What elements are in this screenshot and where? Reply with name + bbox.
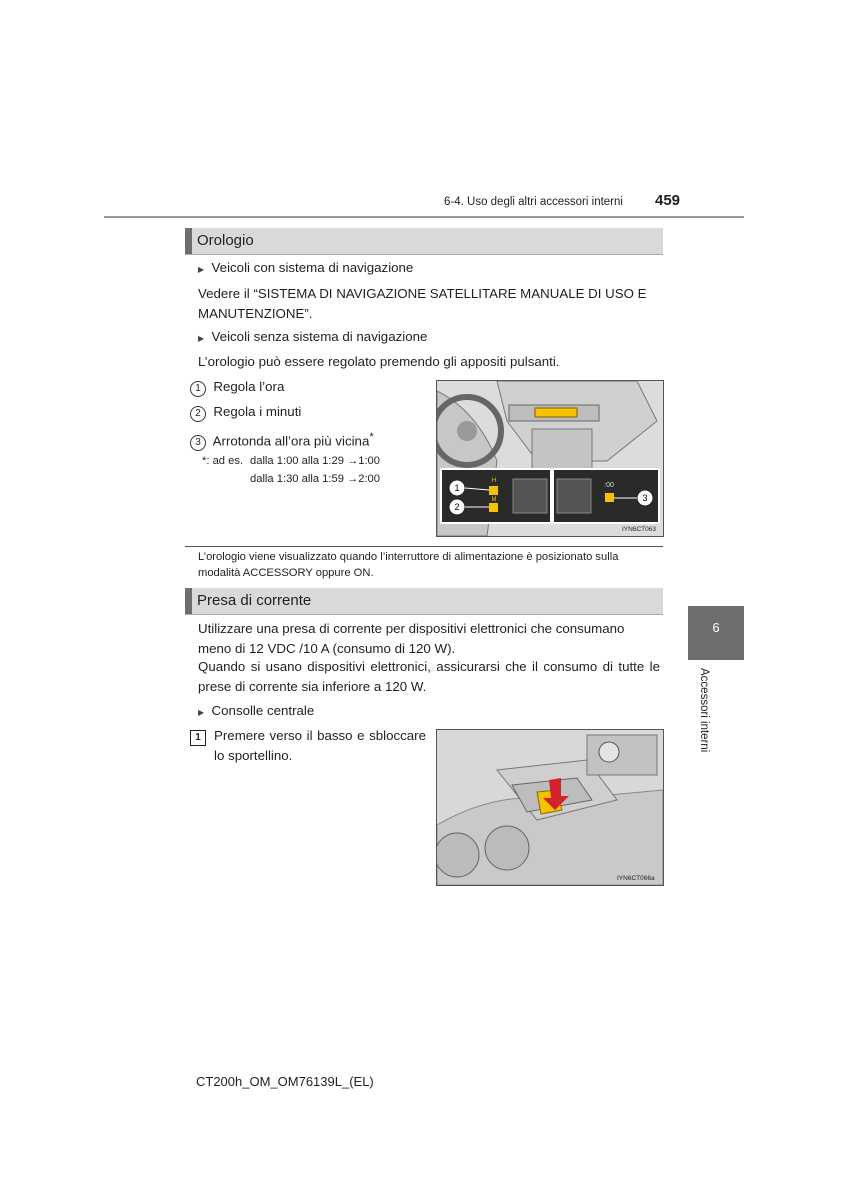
image-code: IYN6CT066a: [617, 875, 655, 882]
triangle-bullet-icon: ▶: [198, 708, 205, 717]
callout-2: 2: [454, 502, 460, 512]
step-text: Premere verso il basso e sbloccare lo sportellino.: [214, 728, 426, 763]
section-title: Orologio: [197, 232, 254, 249]
section-title: Presa di corrente: [197, 592, 312, 609]
paragraph-power-limit: Utilizzare una presa di corrente per dispositivi elettronici che consumano meno di 12 VDC /10 A (consumo di 120 W).: [198, 621, 625, 656]
chapter-number: 6: [712, 620, 720, 635]
section-heading-orologio: [185, 228, 663, 255]
label-m: M: [491, 497, 497, 503]
section-heading-marker: [185, 228, 192, 254]
callout-3: 3: [642, 493, 648, 503]
circled-number: 2: [190, 406, 206, 422]
clock-illustration: [436, 380, 664, 537]
footer-doc-code: CT200h_OM_OM76139L_(EL): [196, 1074, 374, 1089]
image-code: IYN6CT063: [622, 526, 656, 533]
list-item-round: [190, 427, 374, 451]
note-separator: [185, 546, 663, 547]
footnote-prefix: *: ad es.: [202, 455, 244, 467]
step-number: [190, 726, 206, 746]
footnote-line-2: dalla 1:30 alla 1:59 →2:00: [250, 473, 380, 485]
circled-number: 3: [190, 435, 206, 451]
chapter-tab: [688, 606, 744, 660]
label-h: H: [491, 478, 497, 484]
section-heading-presa: [185, 588, 663, 615]
chapter-label: Accessori interni: [698, 668, 710, 753]
running-header-section: 6-4. Uso degli altri accessori interni: [444, 196, 623, 208]
list-item-hour: [190, 377, 284, 397]
bullet-label: Veicoli con sistema di navigazione: [211, 260, 414, 275]
triangle-bullet-icon: ▶: [198, 334, 205, 343]
bullet-no-nav: [198, 327, 427, 349]
triangle-bullet-icon: ▶: [198, 265, 205, 274]
page-number: 459: [655, 192, 681, 209]
list-item-label: Regola l’ora: [213, 379, 285, 394]
bullet-label: Consolle centrale: [211, 703, 315, 718]
footnote-line-1: dalla 1:00 alla 1:29 →1:00: [250, 455, 380, 467]
bullet-label: Veicoli senza sistema di navigazione: [211, 329, 428, 344]
asterisk: *: [369, 431, 374, 443]
list-item-label: Arrotonda all’ora più vicina: [212, 433, 370, 449]
console-drawing: [437, 730, 663, 885]
paragraph-power-consumption: Quando si usano dispositivi elettronici, assicurarsi che il consumo di tutte le prese di corrente sia inferiore a 120 W.: [198, 659, 660, 694]
bullet-nav: [198, 258, 413, 280]
circled-number: 1: [190, 381, 206, 397]
paragraph-nav-reference: Vedere il “SISTEMA DI NAVIGAZIONE SATELLITARE MANUALE DI USO E MANUTENZIONE”.: [198, 286, 647, 321]
dashboard-drawing: [437, 381, 663, 536]
header-rule: [104, 216, 744, 218]
paragraph-clock-adjust: L’orologio può essere regolato premendo gli appositi pulsanti.: [198, 354, 560, 369]
list-item-minutes: [190, 402, 301, 422]
callout-1: 1: [454, 483, 460, 493]
list-item-label: Regola i minuti: [213, 404, 302, 419]
step-number-box: 1: [190, 730, 206, 746]
section-heading-marker: [185, 588, 192, 614]
console-illustration: [436, 729, 664, 886]
clock-display: :00: [604, 482, 614, 489]
bullet-console: [198, 701, 314, 723]
note-text: L’orologio viene visualizzato quando l’interruttore di alimentazione è posizionato sulla modalità ACCESSORY oppure ON.: [198, 551, 619, 579]
